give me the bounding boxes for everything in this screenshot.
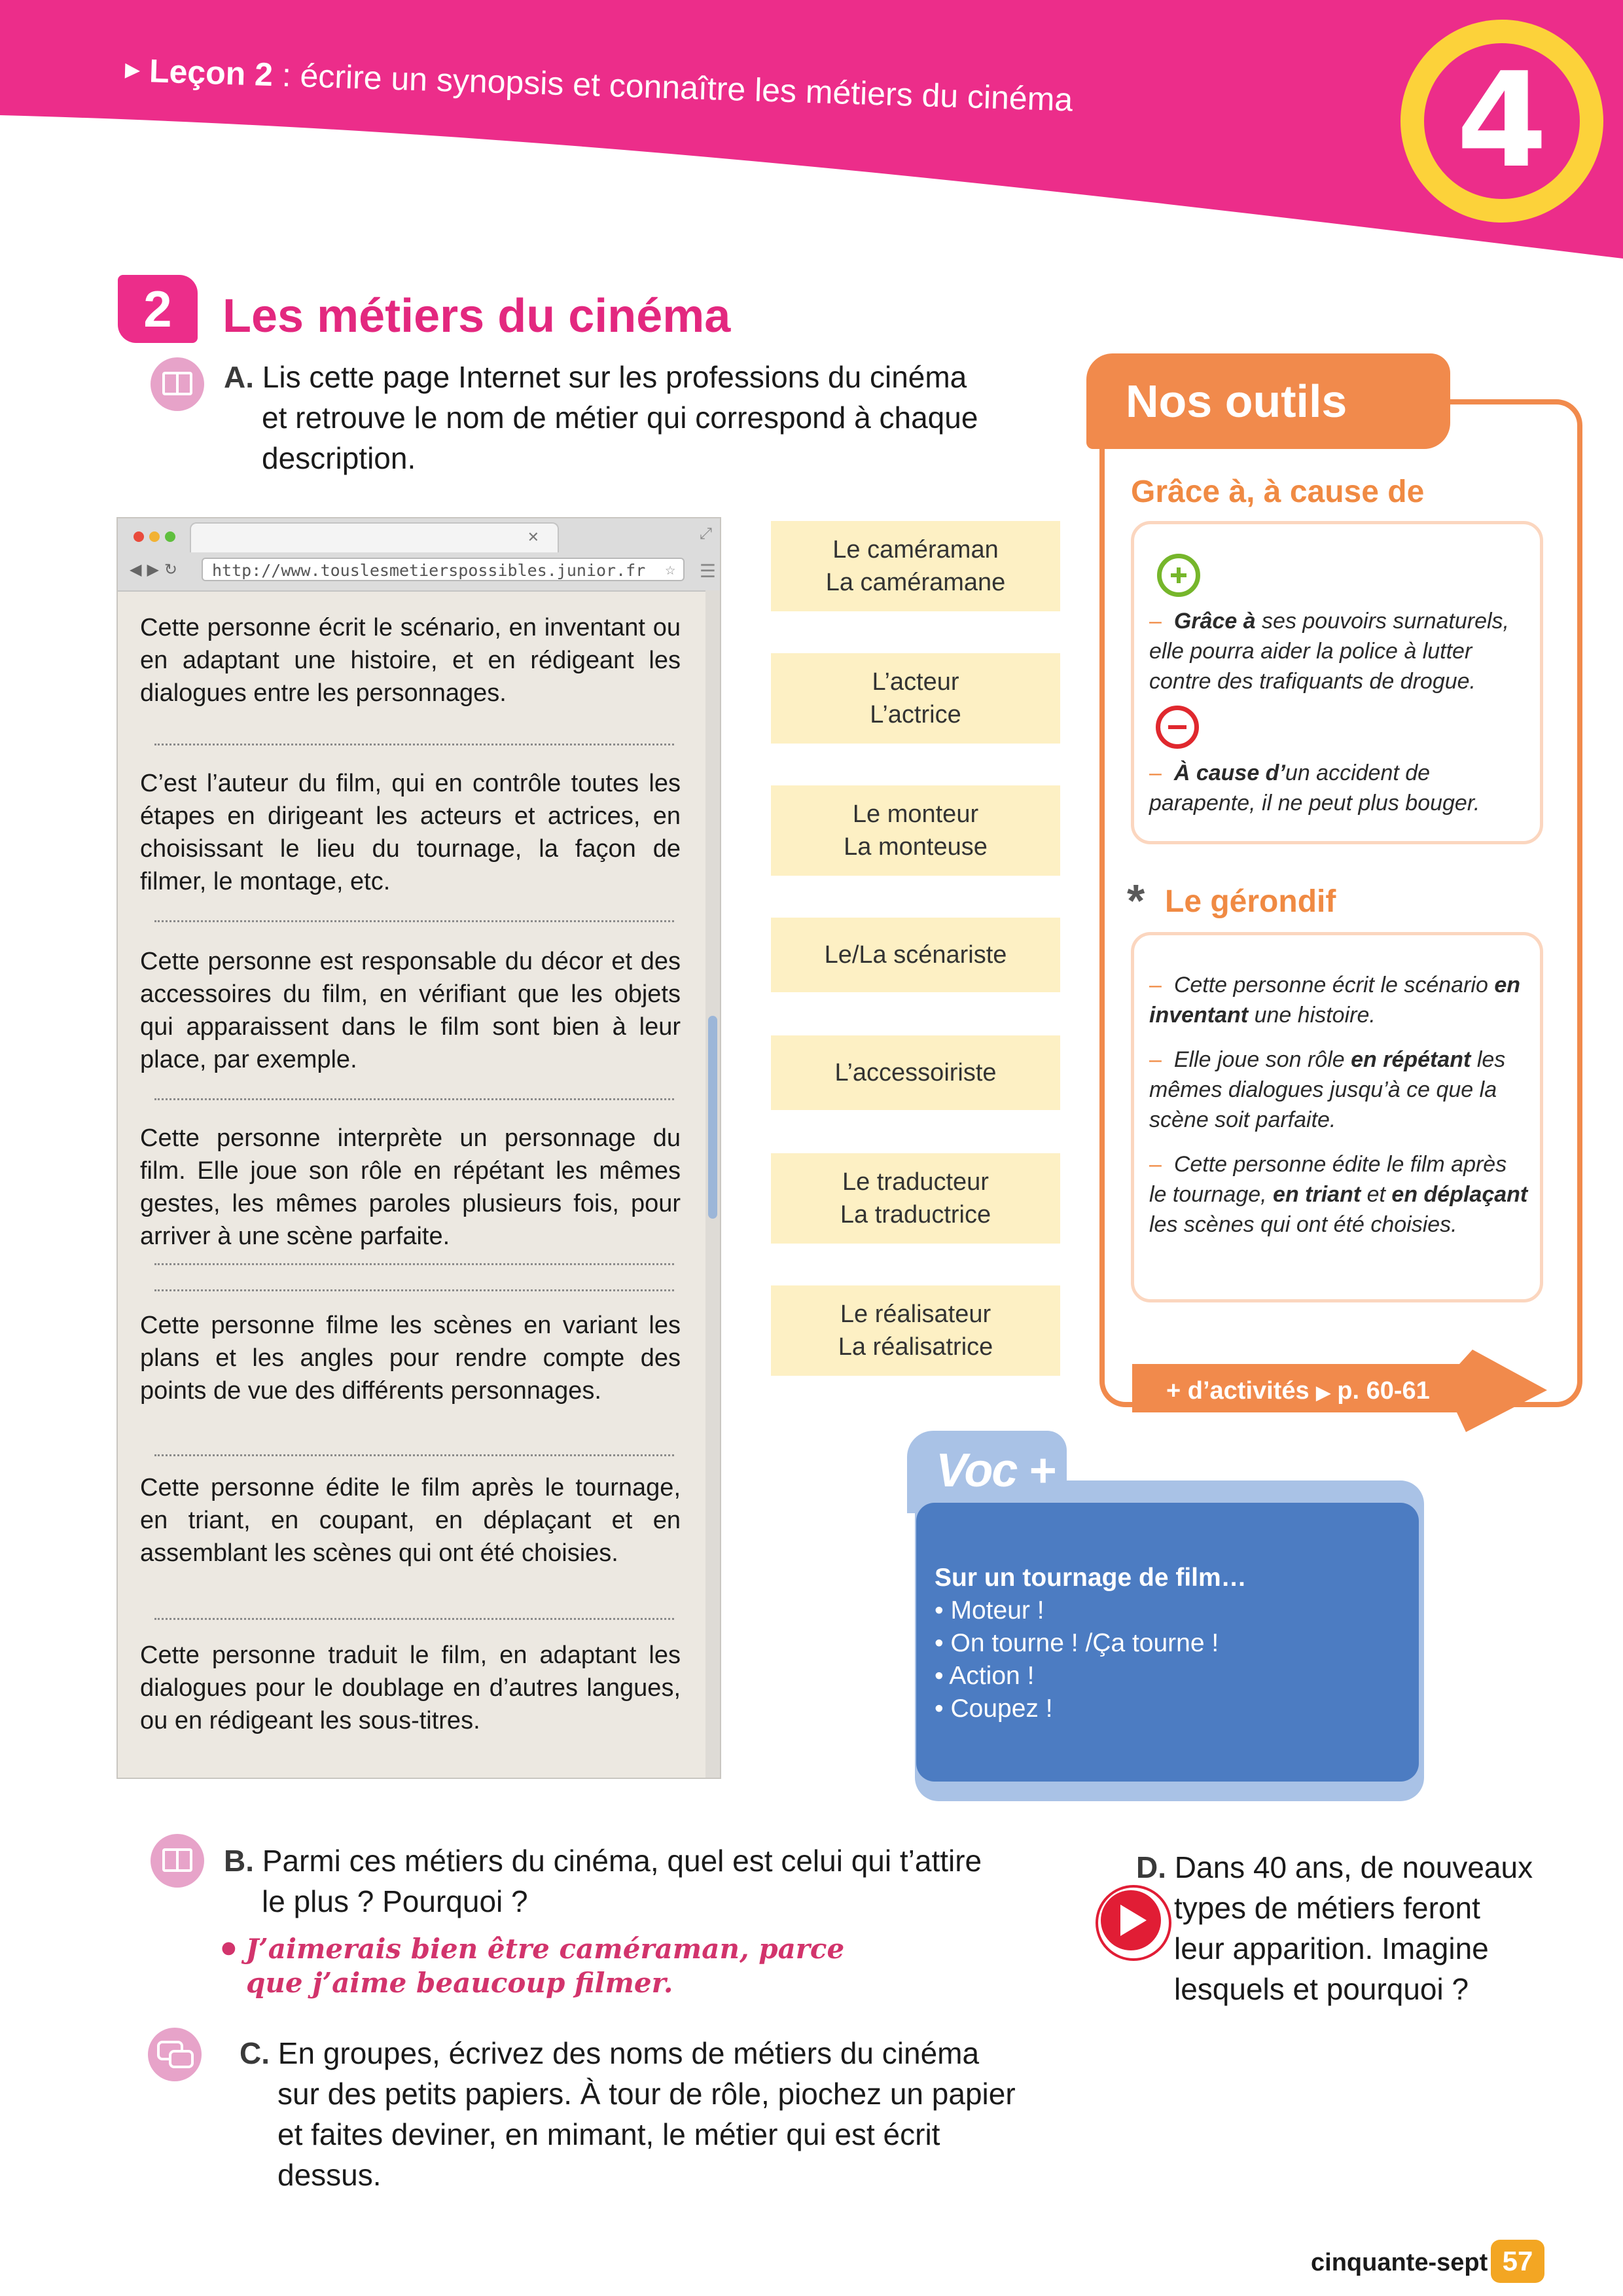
ger-text: une histoire. — [1248, 1003, 1376, 1028]
activity-b-letter: B. — [224, 1844, 254, 1878]
description-3: Cette personne est responsable du décor et des accessoires du film, en vérifiant que les objets qui apparaissent dans le film sont bien à leur place, par exemple. — [140, 948, 681, 1073]
activity-c — [240, 2033, 1016, 2195]
job-box — [771, 1153, 1060, 1244]
activity-c-line3: et faites deviner, en mimant, le métier qui est écrit — [277, 2117, 940, 2151]
cause-example: – À cause d’un accident de parapente, il ne peut plus bouger. — [1149, 761, 1480, 816]
activity-a-letter: A. — [224, 360, 254, 394]
voc-item: • Coupez ! — [935, 1695, 1053, 1723]
book-icon — [151, 1834, 204, 1888]
job-name: Le/La scénariste — [824, 941, 1007, 969]
activity-d-line4: lesquels et pourquoi ? — [1174, 1972, 1469, 2006]
tab-close-icon[interactable]: ✕ — [527, 529, 539, 545]
job-name-feminine: La réalisatrice — [838, 1333, 993, 1361]
ger-bold: en inventant — [1149, 973, 1520, 1028]
voc-title: Voc + — [936, 1444, 1055, 1497]
activity-c-letter: C. — [240, 2036, 270, 2070]
cause-bold: À cause d’ — [1173, 761, 1285, 785]
url-text: http://www.touslesmetierspossibles.junior.fr — [212, 561, 646, 580]
minimize-dot-icon[interactable] — [149, 531, 160, 542]
activity-d-letter: D. — [1136, 1850, 1166, 1884]
job-box — [771, 653, 1060, 744]
ger-text: Cette personne édite le film après le tournage, — [1149, 1152, 1507, 1207]
activity-d-line2: types de métiers feront — [1174, 1891, 1480, 1925]
address-bar[interactable] — [202, 558, 685, 581]
job-name-feminine: La caméramane — [825, 569, 1006, 596]
voc-item: • Moteur ! — [935, 1596, 1044, 1624]
job-name: Le traducteur — [842, 1168, 989, 1196]
job-name: L’accessoiriste — [834, 1059, 997, 1086]
activity-c-line2: sur des petits papiers. À tour de rôle, piochez un papier — [277, 2077, 1016, 2111]
browser-window — [116, 517, 721, 1779]
activity-b-line1: Parmi ces métiers du cinéma, quel est celui qui t’attire — [262, 1844, 982, 1878]
voc-item: • On tourne ! /Ça tourne ! — [935, 1629, 1219, 1657]
gerondif-example-1: – Cette personne écrit le scénario en inventant une histoire. — [1149, 973, 1520, 1028]
scrollbar-thumb[interactable] — [708, 1016, 717, 1219]
section-number: 2 — [118, 275, 198, 343]
description-5: Cette personne filme les scènes en variant les plans et les angles pour rendre compte des points de vue des différents personnages. — [140, 1312, 681, 1405]
job-name: L’acteur — [872, 668, 959, 696]
answer-line-5[interactable] — [154, 1289, 674, 1291]
ger-bold: en déplaçant — [1391, 1182, 1528, 1207]
more-activities-link[interactable] — [1166, 1377, 1430, 1405]
activity-d — [1136, 1847, 1533, 2009]
activity-b — [224, 1840, 982, 1922]
triangle-icon: ▶ — [124, 58, 141, 81]
nav-arrows[interactable]: ◀▶↻ — [130, 561, 183, 579]
voc-item: • Action ! — [935, 1662, 1035, 1690]
page-number-word: cinquante-sept — [1311, 2249, 1488, 2276]
asterisk-icon: * — [1127, 875, 1145, 926]
grace-bold: Grâce à — [1173, 609, 1256, 634]
ger-text: les mêmes dialogues jusqu’à ce que la scène soit parfaite. — [1149, 1047, 1506, 1132]
activity-b-example-answer: ● J’aimerais bien être caméraman, parce que j’aime beaucoup filmer. — [221, 1933, 845, 1999]
section-title: Les métiers du cinéma — [223, 290, 731, 342]
activity-c-line1: En groupes, écrivez des noms de métiers du cinéma — [277, 2036, 980, 2070]
bookmark-star-icon[interactable]: ☆ — [665, 560, 675, 579]
answer-line: que j’aime beaucoup filmer. — [246, 1967, 673, 1999]
book-icon — [151, 357, 204, 411]
job-name: Le caméraman — [832, 536, 999, 564]
voc-heading: Sur un tournage de film… — [935, 1564, 1247, 1592]
unit-number-badge — [1400, 20, 1603, 223]
lesson-label: Leçon 2 — [149, 52, 274, 94]
more-activities-pages: p. 60-61 — [1330, 1377, 1430, 1405]
page-number: 57 — [1491, 2240, 1544, 2283]
header-banner — [0, 0, 1623, 275]
job-box — [771, 918, 1060, 992]
job-box — [771, 521, 1060, 611]
grace-example: – Grâce à ses pouvoirs surnaturels, elle pourra aider la police à lutter contre des trafiquants de drogue. — [1149, 609, 1509, 694]
browser-chrome — [118, 518, 720, 592]
grace-rest: ses pouvoirs surnaturels, elle pourra aider la police à lutter contre des trafiquants de drogue. — [1149, 609, 1509, 694]
activity-a-line2: et retrouve le nom de métier qui correspond à chaque — [262, 401, 978, 435]
fullscreen-icon[interactable]: ⤢ — [699, 525, 712, 543]
cause-rest: un accident de parapente, il ne peut plus bouger. — [1149, 761, 1480, 816]
chat-icon — [148, 2028, 202, 2081]
ger-text: les scènes qui ont été choisies. — [1149, 1212, 1457, 1237]
activity-d-line1: Dans 40 ans, de nouveaux — [1174, 1850, 1533, 1884]
ger-text: Elle joue son rôle — [1173, 1047, 1351, 1072]
activity-b-line2: le plus ? Pourquoi ? — [262, 1884, 528, 1918]
answer-line-7[interactable] — [154, 1618, 674, 1620]
ger-text: Cette personne écrit le scénario — [1173, 973, 1495, 997]
job-name: Le monteur — [852, 800, 979, 828]
answer-line-6[interactable] — [154, 1454, 674, 1456]
job-name-feminine: La monteuse — [844, 833, 988, 861]
scrollbar[interactable] — [705, 590, 720, 1778]
description-6: Cette personne édite le film après le tournage, en triant, en coupant, en déplaçant et en assemblant les scènes qui ont été choisies. — [140, 1474, 681, 1567]
ger-bold: en triant — [1273, 1182, 1361, 1207]
unit-number: 4 — [1456, 45, 1548, 197]
ger-text: et — [1361, 1182, 1392, 1207]
minus-icon — [1156, 706, 1199, 749]
description-2: C’est l’auteur du film, qui en contrôle toutes les étapes en dirigeant les acteurs et actrices, en choisissant le lieu du tournage, la façon de filmer, le montage, etc. — [140, 770, 681, 895]
lesson-subtitle: : écrire un synopsis et connaître les métiers du cinéma — [272, 56, 1074, 118]
maximize-dot-icon[interactable] — [165, 531, 175, 542]
play-triangle-icon: ▶ — [1316, 1382, 1330, 1403]
activity-a — [224, 357, 978, 478]
gerondif-heading: Le gérondif — [1165, 884, 1336, 919]
description-1: Cette personne écrit le scénario, en inventant ou en adaptant une histoire, et en rédigeant les dialogues entre les personnages. — [140, 614, 681, 707]
answer-line-3[interactable] — [154, 1098, 674, 1100]
nos-outils-title: Nos outils — [1086, 353, 1450, 449]
gerondif-example-2: – Elle joue son rôle en répétant les mêmes dialogues jusqu’à ce que la scène soit parfaite. — [1149, 1047, 1506, 1132]
plus-icon — [1157, 554, 1200, 597]
close-dot-icon[interactable] — [134, 531, 144, 542]
answer-line-1[interactable] — [154, 744, 674, 745]
job-name-feminine: L’actrice — [870, 701, 961, 728]
description-7: Cette personne traduit le film, en adaptant les dialogues pour le doublage en d’autres langues, ou en rédigeant les sous-titres. — [140, 1641, 681, 1734]
gerondif-example-3: – Cette personne édite le film après le tournage, en triant et en déplaçant les scènes qui ont été choisies. — [1149, 1152, 1528, 1237]
activity-a-line1: Lis cette page Internet sur les professions du cinéma — [262, 360, 967, 394]
job-name-feminine: La traductrice — [840, 1201, 991, 1229]
activity-c-line4: dessus. — [277, 2158, 382, 2192]
job-box — [771, 1285, 1060, 1376]
activity-a-line3: description. — [262, 441, 416, 475]
description-4: Cette personne interprète un personnage du film. Elle joue son rôle en répétant les mêmes gestes, les mêmes paroles plusieurs fois, pour arriver à une scène parfaite. — [140, 1124, 681, 1250]
grace-heading: Grâce à, à cause de — [1131, 475, 1425, 509]
menu-icon[interactable]: ☰ — [699, 561, 716, 581]
job-name: Le réalisateur — [840, 1300, 991, 1328]
answer-line: J’aimerais bien être caméraman, parce — [245, 1933, 845, 1965]
browser-tab[interactable] — [190, 522, 559, 552]
ger-bold: en répétant — [1351, 1047, 1471, 1072]
more-activities-label: + d’activités — [1166, 1377, 1310, 1405]
answer-line-2[interactable] — [154, 920, 674, 922]
job-box — [771, 1035, 1060, 1110]
job-box — [771, 785, 1060, 876]
activity-d-line3: leur apparition. Imagine — [1174, 1931, 1489, 1965]
voc-content — [935, 1562, 1247, 1725]
answer-line-4[interactable] — [154, 1263, 674, 1265]
